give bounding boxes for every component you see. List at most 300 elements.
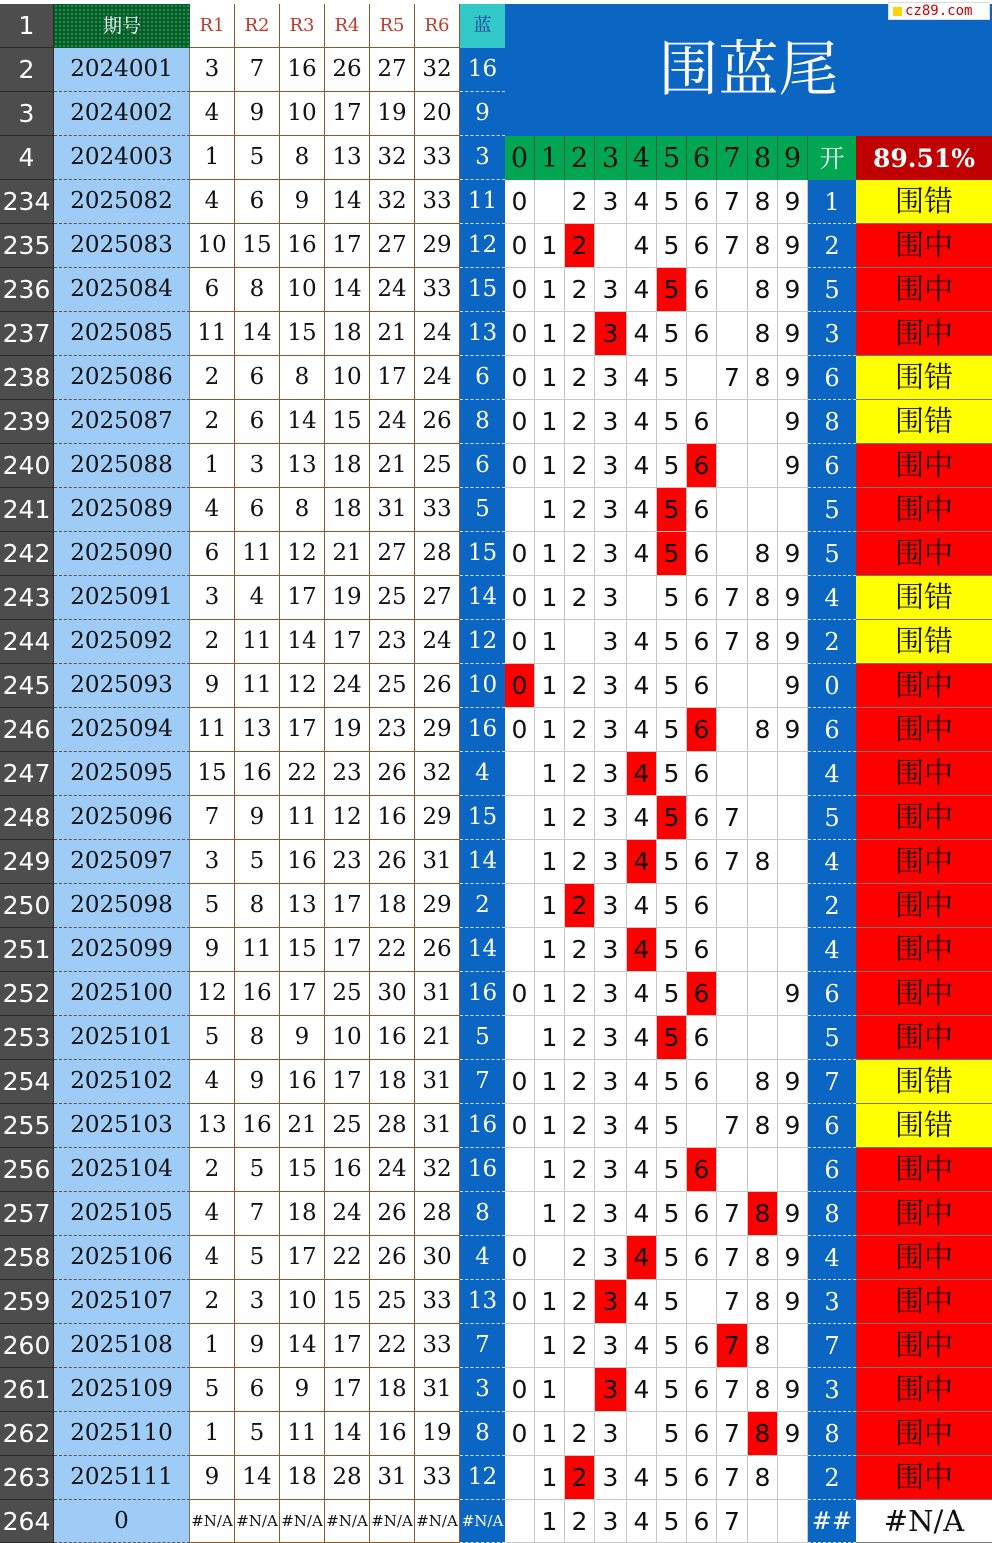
red-ball-cell[interactable]: 32 [370,180,415,224]
red-ball-cell[interactable]: 21 [325,532,370,576]
digit-cell[interactable]: 0 [505,400,535,444]
digit-cell[interactable]: 1 [535,1500,565,1543]
red-ball-cell[interactable]: 17 [325,224,370,268]
open-tail-cell[interactable]: 8 [808,1192,856,1236]
red-ball-cell[interactable]: 17 [325,928,370,972]
digit-cell[interactable]: 1 [535,1192,565,1236]
digit-cell[interactable]: 3 [595,1456,627,1500]
digit-cell[interactable] [505,752,535,796]
digit-cell[interactable]: 6 [687,620,717,664]
red-ball-cell[interactable]: 11 [235,532,280,576]
red-ball-cell[interactable]: 10 [325,1016,370,1060]
red-ball-cell[interactable]: 26 [415,664,460,708]
open-tail-cell[interactable]: 8 [808,1412,856,1456]
red-ball-cell[interactable]: 6 [190,268,235,312]
digit-cell[interactable]: 8 [748,312,778,356]
red-ball-cell[interactable]: 8 [280,356,325,400]
red-ball-cell[interactable]: 14 [325,1412,370,1456]
red-ball-cell[interactable]: 18 [370,884,415,928]
digit-cell[interactable]: 4 [627,268,657,312]
red-ball-cell[interactable]: 24 [370,400,415,444]
red-ball-cell[interactable]: 9 [190,928,235,972]
digit-cell[interactable]: 6 [687,532,717,576]
digit-cell[interactable]: 6 [687,796,717,840]
red-ball-cell[interactable]: 1 [190,444,235,488]
digit-cell[interactable]: 1 [535,1368,565,1412]
digit-cell[interactable]: 7 [717,1368,748,1412]
digit-cell[interactable]: 9 [778,312,808,356]
result-cell[interactable]: 围中 [856,752,992,796]
digit-hit-cell[interactable]: 5 [657,268,687,312]
open-tail-cell[interactable]: 4 [808,752,856,796]
red-ball-cell[interactable]: 6 [190,532,235,576]
row-number[interactable]: 246 [0,708,54,752]
digit-cell[interactable] [717,1148,748,1192]
digit-header[interactable]: 5 [657,136,687,180]
digit-cell[interactable]: 1 [535,752,565,796]
red-ball-cell[interactable]: #N/A [415,1500,460,1543]
digit-cell[interactable] [778,840,808,884]
digit-cell[interactable]: 7 [717,1456,748,1500]
digit-cell[interactable]: 5 [657,972,687,1016]
red-ball-cell[interactable]: 8 [280,136,325,180]
digit-cell[interactable]: 7 [717,576,748,620]
blue-ball-cell[interactable]: 16 [460,708,505,752]
digit-cell[interactable]: 4 [627,356,657,400]
blue-ball-cell[interactable]: 13 [460,1280,505,1324]
red-ball-cell[interactable]: 14 [325,180,370,224]
open-tail-cell[interactable]: 1 [808,180,856,224]
digit-cell[interactable]: 1 [535,928,565,972]
period-cell[interactable]: 2025100 [54,972,190,1016]
digit-cell[interactable]: 3 [595,356,627,400]
digit-cell[interactable] [778,752,808,796]
digit-cell[interactable]: 2 [565,1280,595,1324]
open-tail-cell[interactable]: 6 [808,1104,856,1148]
digit-header[interactable]: 0 [505,136,535,180]
period-cell[interactable]: 2025093 [54,664,190,708]
red-ball-cell[interactable]: 6 [235,1368,280,1412]
digit-cell[interactable] [748,796,778,840]
row-number[interactable]: 251 [0,928,54,972]
digit-cell[interactable]: 2 [565,400,595,444]
digit-cell[interactable] [595,224,627,268]
digit-cell[interactable]: 2 [565,488,595,532]
red-ball-cell[interactable]: 11 [280,1412,325,1456]
red-ball-cell[interactable]: 5 [235,136,280,180]
open-tail-cell[interactable]: 2 [808,884,856,928]
red-ball-cell[interactable]: 4 [190,92,235,136]
red-ball-cell[interactable]: 33 [415,180,460,224]
digit-cell[interactable]: 4 [627,488,657,532]
red-ball-cell[interactable]: 17 [370,356,415,400]
digit-cell[interactable]: 6 [687,576,717,620]
period-cell[interactable]: 2025105 [54,1192,190,1236]
digit-cell[interactable]: 6 [687,268,717,312]
period-cell[interactable]: 2025106 [54,1236,190,1280]
red-ball-cell[interactable]: 25 [370,1280,415,1324]
blue-ball-cell[interactable]: 6 [460,356,505,400]
period-cell[interactable]: 2025109 [54,1368,190,1412]
digit-cell[interactable]: 9 [778,224,808,268]
red-ball-cell[interactable]: 28 [415,532,460,576]
digit-cell[interactable]: 9 [778,1060,808,1104]
red-ball-header[interactable]: R1 [190,4,235,48]
digit-cell[interactable]: 3 [595,1148,627,1192]
digit-hit-cell[interactable]: 5 [657,796,687,840]
red-ball-cell[interactable]: 13 [325,136,370,180]
row-number[interactable]: 260 [0,1324,54,1368]
digit-cell[interactable]: 1 [535,488,565,532]
digit-cell[interactable]: 5 [657,1060,687,1104]
digit-cell[interactable]: 3 [595,488,627,532]
digit-header[interactable]: 6 [687,136,717,180]
blue-ball-cell[interactable]: 3 [460,1368,505,1412]
digit-cell[interactable]: 4 [627,444,657,488]
red-ball-cell[interactable]: 23 [370,708,415,752]
red-ball-cell[interactable]: 33 [415,268,460,312]
period-cell[interactable]: 2025095 [54,752,190,796]
result-cell[interactable]: 围中 [856,664,992,708]
digit-cell[interactable]: 5 [657,708,687,752]
digit-cell[interactable]: 4 [627,972,657,1016]
result-cell[interactable]: 围中 [856,1324,992,1368]
digit-cell[interactable]: 4 [627,620,657,664]
red-ball-cell[interactable]: 32 [415,752,460,796]
red-ball-cell[interactable]: 7 [190,796,235,840]
digit-cell[interactable] [505,928,535,972]
red-ball-header[interactable]: R4 [325,4,370,48]
red-ball-cell[interactable]: 26 [370,752,415,796]
row-number[interactable]: 1 [0,4,54,48]
digit-cell[interactable]: 2 [565,796,595,840]
period-cell[interactable]: 2025086 [54,356,190,400]
digit-cell[interactable]: 2 [565,664,595,708]
digit-cell[interactable]: 1 [535,1456,565,1500]
red-ball-cell[interactable]: 14 [235,312,280,356]
result-cell[interactable]: 围中 [856,840,992,884]
red-ball-cell[interactable]: 17 [325,92,370,136]
red-ball-cell[interactable]: 19 [370,92,415,136]
result-cell[interactable]: 围中 [856,1236,992,1280]
digit-cell[interactable] [627,576,657,620]
digit-cell[interactable] [627,1412,657,1456]
open-tail-cell[interactable]: 7 [808,1324,856,1368]
digit-cell[interactable]: 4 [627,1456,657,1500]
period-cell[interactable]: 2025107 [54,1280,190,1324]
digit-cell[interactable]: 6 [687,1236,717,1280]
period-cell[interactable]: 2025111 [54,1456,190,1500]
row-number[interactable]: 261 [0,1368,54,1412]
blue-ball-header[interactable]: 蓝 [460,4,505,48]
red-ball-cell[interactable]: 9 [280,1368,325,1412]
digit-cell[interactable]: 2 [565,576,595,620]
digit-cell[interactable] [717,1016,748,1060]
digit-cell[interactable]: 8 [748,1236,778,1280]
red-ball-cell[interactable]: 2 [190,356,235,400]
digit-cell[interactable]: 0 [505,972,535,1016]
open-tail-cell[interactable]: 3 [808,1280,856,1324]
open-tail-cell[interactable]: 5 [808,1016,856,1060]
row-number[interactable]: 235 [0,224,54,268]
red-ball-cell[interactable]: 26 [415,400,460,444]
red-ball-cell[interactable]: 18 [280,1192,325,1236]
red-ball-cell[interactable]: 18 [325,488,370,532]
digit-cell[interactable]: 1 [535,312,565,356]
period-cell[interactable]: 0 [54,1500,190,1543]
red-ball-cell[interactable]: 10 [280,1280,325,1324]
period-cell[interactable]: 2025110 [54,1412,190,1456]
digit-cell[interactable] [717,268,748,312]
digit-cell[interactable]: 0 [505,1412,535,1456]
digit-cell[interactable]: 7 [717,224,748,268]
red-ball-cell[interactable]: 11 [190,708,235,752]
digit-cell[interactable]: 0 [505,180,535,224]
digit-cell[interactable]: 5 [657,1280,687,1324]
digit-cell[interactable]: 2 [565,840,595,884]
open-tail-cell[interactable]: 6 [808,1148,856,1192]
red-ball-cell[interactable]: 16 [370,796,415,840]
digit-cell[interactable]: 9 [778,356,808,400]
digit-hit-cell[interactable]: 2 [565,1456,595,1500]
row-number[interactable]: 248 [0,796,54,840]
digit-cell[interactable]: 0 [505,620,535,664]
red-ball-cell[interactable]: 27 [370,48,415,92]
period-cell[interactable]: 2025092 [54,620,190,664]
digit-hit-cell[interactable]: 4 [627,752,657,796]
red-ball-cell[interactable]: 24 [370,268,415,312]
red-ball-cell[interactable]: 17 [280,708,325,752]
digit-cell[interactable]: 6 [687,312,717,356]
result-cell[interactable]: 围中 [856,268,992,312]
blue-ball-cell[interactable]: 7 [460,1060,505,1104]
digit-cell[interactable]: 9 [778,1280,808,1324]
red-ball-cell[interactable]: 8 [235,1016,280,1060]
row-number[interactable]: 240 [0,444,54,488]
digit-cell[interactable]: 2 [565,1236,595,1280]
digit-cell[interactable]: 3 [595,180,627,224]
red-ball-cell[interactable]: 11 [280,796,325,840]
red-ball-cell[interactable]: 10 [190,224,235,268]
open-tail-cell[interactable]: 6 [808,356,856,400]
digit-cell[interactable] [748,400,778,444]
result-cell[interactable]: 围中 [856,1412,992,1456]
row-number[interactable]: 239 [0,400,54,444]
digit-cell[interactable]: 4 [627,180,657,224]
red-ball-cell[interactable]: 3 [190,840,235,884]
row-number[interactable]: 237 [0,312,54,356]
period-cell[interactable]: 2025088 [54,444,190,488]
red-ball-cell[interactable]: 9 [235,1324,280,1368]
red-ball-cell[interactable]: 10 [280,268,325,312]
digit-cell[interactable]: 2 [565,532,595,576]
result-cell[interactable]: 围错 [856,1104,992,1148]
red-ball-cell[interactable]: 19 [415,1412,460,1456]
digit-cell[interactable]: 3 [595,884,627,928]
digit-hit-cell[interactable]: 3 [595,1280,627,1324]
red-ball-cell[interactable]: 27 [370,532,415,576]
blue-ball-cell[interactable]: 12 [460,224,505,268]
red-ball-cell[interactable]: 17 [280,972,325,1016]
result-cell[interactable]: 围中 [856,312,992,356]
digit-cell[interactable]: 5 [657,840,687,884]
red-ball-cell[interactable]: 24 [325,664,370,708]
digit-cell[interactable]: 7 [717,1104,748,1148]
digit-cell[interactable]: 1 [535,268,565,312]
digit-cell[interactable]: 3 [595,532,627,576]
digit-cell[interactable]: 4 [627,1148,657,1192]
blue-ball-cell[interactable]: 6 [460,444,505,488]
row-number[interactable]: 236 [0,268,54,312]
red-ball-cell[interactable]: 9 [235,1060,280,1104]
red-ball-cell[interactable]: 16 [280,1060,325,1104]
red-ball-cell[interactable]: 9 [280,1016,325,1060]
digit-cell[interactable]: 0 [505,1236,535,1280]
red-ball-cell[interactable]: 16 [235,1104,280,1148]
digit-cell[interactable] [778,1016,808,1060]
digit-cell[interactable]: 2 [565,752,595,796]
digit-cell[interactable]: 7 [717,1192,748,1236]
digit-cell[interactable] [505,1148,535,1192]
red-ball-cell[interactable]: 15 [325,400,370,444]
red-ball-cell[interactable]: 31 [415,1104,460,1148]
digit-cell[interactable]: 3 [595,1500,627,1543]
digit-cell[interactable]: 5 [657,1500,687,1543]
open-tail-cell[interactable]: 0 [808,664,856,708]
digit-cell[interactable]: 1 [535,1148,565,1192]
red-ball-cell[interactable]: 15 [280,928,325,972]
red-ball-cell[interactable]: 7 [235,48,280,92]
digit-cell[interactable]: 4 [627,664,657,708]
digit-cell[interactable] [778,1456,808,1500]
digit-hit-cell[interactable]: 4 [627,840,657,884]
row-number[interactable]: 249 [0,840,54,884]
blue-ball-cell[interactable]: #N/A [460,1500,505,1543]
row-number[interactable]: 262 [0,1412,54,1456]
row-number[interactable]: 234 [0,180,54,224]
digit-cell[interactable]: 9 [778,972,808,1016]
digit-cell[interactable]: 3 [595,444,627,488]
digit-hit-cell[interactable]: 3 [595,1368,627,1412]
red-ball-cell[interactable]: 6 [235,400,280,444]
digit-cell[interactable] [687,1280,717,1324]
digit-cell[interactable]: 6 [687,1060,717,1104]
red-ball-cell[interactable]: 6 [235,180,280,224]
digit-header[interactable]: 4 [627,136,657,180]
red-ball-cell[interactable]: 10 [325,356,370,400]
red-ball-cell[interactable]: 17 [325,1368,370,1412]
digit-cell[interactable] [717,400,748,444]
digit-cell[interactable]: 8 [748,576,778,620]
open-tail-cell[interactable]: 6 [808,444,856,488]
red-ball-cell[interactable]: 24 [325,1192,370,1236]
digit-cell[interactable]: 3 [595,796,627,840]
red-ball-cell[interactable]: 5 [190,1368,235,1412]
row-number[interactable]: 2 [0,48,54,92]
red-ball-cell[interactable]: 28 [325,1456,370,1500]
digit-cell[interactable]: 5 [657,1412,687,1456]
blue-ball-cell[interactable]: 11 [460,180,505,224]
digit-cell[interactable]: 5 [657,356,687,400]
red-ball-cell[interactable]: 5 [190,1016,235,1060]
digit-cell[interactable]: 7 [717,180,748,224]
red-ball-cell[interactable]: #N/A [235,1500,280,1543]
open-tail-cell[interactable]: 4 [808,1236,856,1280]
digit-cell[interactable] [505,1016,535,1060]
digit-cell[interactable]: 4 [627,224,657,268]
red-ball-cell[interactable]: 17 [325,620,370,664]
blue-ball-cell[interactable]: 16 [460,972,505,1016]
digit-hit-cell[interactable]: 5 [657,488,687,532]
digit-cell[interactable]: 2 [565,1016,595,1060]
digit-cell[interactable]: 5 [657,1192,687,1236]
open-tail-cell[interactable]: 2 [808,1456,856,1500]
period-cell[interactable]: 2024003 [54,136,190,180]
result-cell[interactable]: 围中 [856,1456,992,1500]
digit-cell[interactable]: 5 [657,1236,687,1280]
digit-hit-cell[interactable]: 6 [687,1148,717,1192]
row-number[interactable]: 241 [0,488,54,532]
red-ball-cell[interactable]: 18 [325,312,370,356]
open-tail-cell[interactable]: 5 [808,796,856,840]
result-cell[interactable]: 围中 [856,1016,992,1060]
digit-cell[interactable]: 8 [748,1456,778,1500]
digit-hit-cell[interactable]: 4 [627,928,657,972]
digit-cell[interactable]: 2 [565,1192,595,1236]
red-ball-cell[interactable]: 11 [235,664,280,708]
digit-cell[interactable]: 2 [565,268,595,312]
open-tail-cell[interactable]: ## [808,1500,856,1543]
result-cell[interactable]: 围中 [856,884,992,928]
red-ball-cell[interactable]: 2 [190,400,235,444]
digit-cell[interactable]: 1 [535,884,565,928]
red-ball-cell[interactable]: 11 [190,312,235,356]
result-cell[interactable]: 围中 [856,1148,992,1192]
digit-hit-cell[interactable]: 8 [748,1412,778,1456]
digit-cell[interactable]: 3 [595,1412,627,1456]
digit-cell[interactable] [505,840,535,884]
open-tail-cell[interactable]: 6 [808,972,856,1016]
red-ball-cell[interactable]: 6 [235,356,280,400]
row-number[interactable]: 243 [0,576,54,620]
blue-ball-cell[interactable]: 12 [460,1456,505,1500]
red-ball-cell[interactable]: 16 [280,224,325,268]
red-ball-cell[interactable]: #N/A [325,1500,370,1543]
digit-cell[interactable]: 3 [595,400,627,444]
digit-hit-cell[interactable]: 2 [565,884,595,928]
red-ball-cell[interactable]: 14 [325,268,370,312]
red-ball-cell[interactable]: 13 [235,708,280,752]
red-ball-cell[interactable]: 25 [370,664,415,708]
digit-cell[interactable]: 0 [505,224,535,268]
period-cell[interactable]: 2025103 [54,1104,190,1148]
digit-cell[interactable]: 8 [748,532,778,576]
digit-cell[interactable]: 0 [505,532,535,576]
digit-cell[interactable]: 9 [778,400,808,444]
digit-hit-cell[interactable]: 8 [748,1192,778,1236]
red-ball-cell[interactable]: 31 [370,1456,415,1500]
digit-cell[interactable]: 3 [595,268,627,312]
digit-cell[interactable]: 3 [595,752,627,796]
open-tail-cell[interactable]: 8 [808,400,856,444]
red-ball-cell[interactable]: 24 [415,356,460,400]
red-ball-cell[interactable]: 17 [280,576,325,620]
red-ball-cell[interactable]: 11 [235,620,280,664]
row-number[interactable]: 245 [0,664,54,708]
digit-cell[interactable]: 8 [748,356,778,400]
digit-cell[interactable] [535,1236,565,1280]
digit-cell[interactable] [687,356,717,400]
